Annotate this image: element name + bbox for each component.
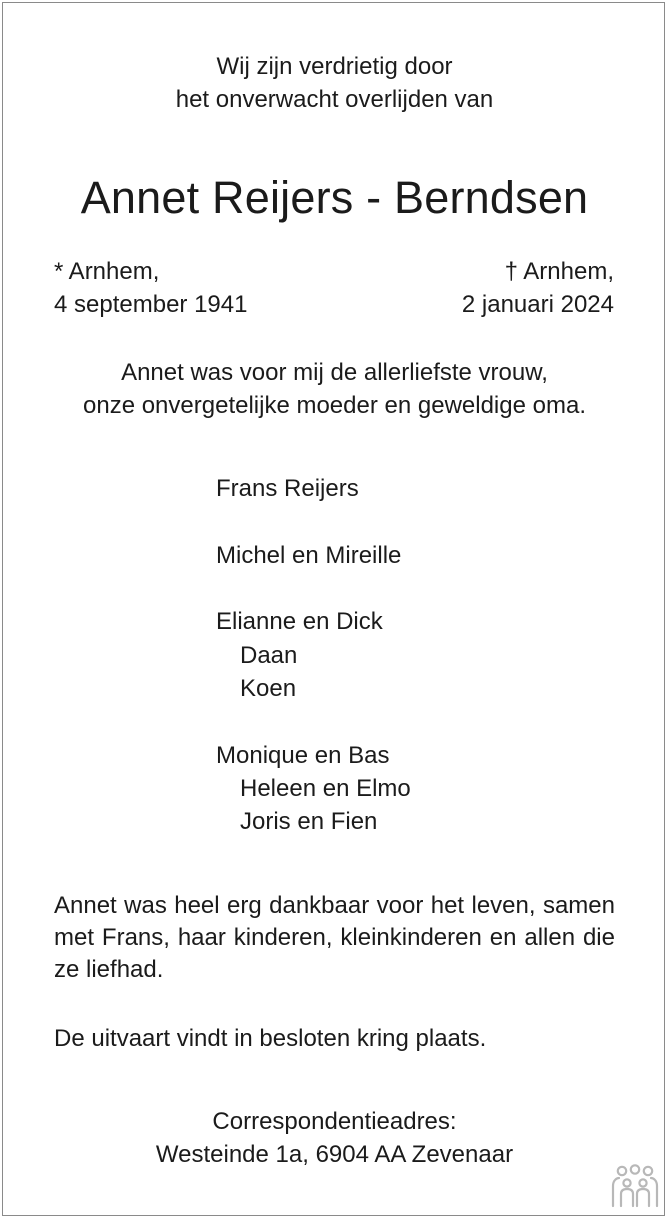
intro-line-2: het onverwacht overlijden van [175,86,494,113]
death-date: 2 januari 2024 [461,291,614,318]
family-child-2: Elianne en Dick [216,608,383,635]
funeral-note: De uitvaart vindt in besloten kring plaats. [54,1025,487,1052]
birth-date: 4 september 1941 [54,291,248,318]
tribute-line-1: Annet was voor mij de allerliefste vrouw, [121,359,548,386]
family-child-1: Michel en Mireille [216,542,402,569]
deceased-name: Annet Reijers - Berndsen [80,172,589,223]
correspondence-label: Correspondentieadres: [212,1108,457,1135]
family-spouse: Frans Reijers [216,475,359,502]
correspondence-address: Westeinde 1a, 6904 AA Zevenaar [155,1141,514,1168]
people-group-icon [609,1164,661,1208]
family-grandchild-1: Daan [240,642,298,669]
birth-place: * Arnhem, [54,258,160,285]
family-grandchild-3: Heleen en Elmo [240,775,411,802]
tribute-line-2: onze onvergetelijke moeder en geweldige oma. [83,392,586,419]
family-grandchild-4: Joris en Fien [240,808,378,835]
intro-line-1: Wij zijn verdrietig door [216,53,453,80]
family-child-3: Monique en Bas [216,742,390,769]
gratitude-paragraph: Annet was heel erg dankbaar voor het leven, samen met Frans, haar kinderen, kleinkinderen en allen die ze liefhad. [54,892,615,983]
family-grandchild-2: Koen [240,675,297,702]
death-place: † Arnhem, [504,258,614,285]
